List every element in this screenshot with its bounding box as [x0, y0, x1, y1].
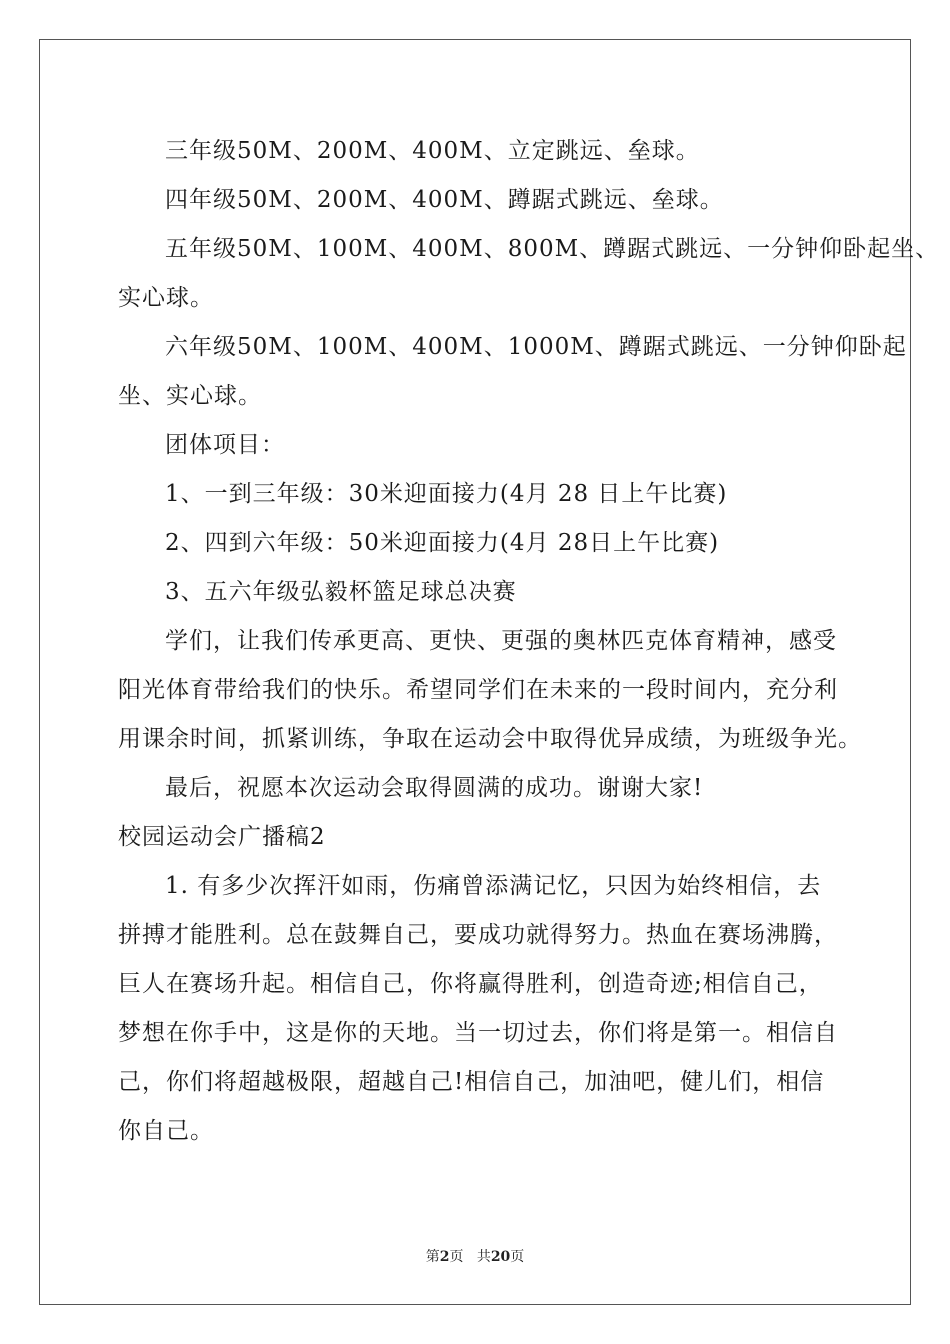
- text-line: 拼搏才能胜利。总在鼓舞自己，要成功就得努力。热血在赛场沸腾，: [118, 922, 838, 948]
- text-line: 1、一到三年级：30米迎面接力(4月 28 日上午比赛): [165, 481, 728, 507]
- text-line: 1. 有多少次挥汗如雨，伤痛曾添满记忆，只因为始终相信，去: [165, 873, 822, 899]
- text-line: 你自己。: [118, 1118, 214, 1144]
- footer-prefix: 第: [425, 1249, 440, 1265]
- text-line: 己，你们将超越极限，超越自己!相信自己，加油吧，健儿们，相信: [118, 1069, 825, 1095]
- text-line: 最后，祝愿本次运动会取得圆满的成功。谢谢大家!: [165, 775, 704, 801]
- total-page-number: 20: [490, 1249, 511, 1265]
- document-body: [118, 127, 940, 1156]
- text-line: 四年级50M、200M、400M、蹲踞式跳远、垒球。: [165, 187, 724, 213]
- text-line: 五年级50M、100M、400M、800M、蹲踞式跳远、一分钟仰卧起坐、: [165, 236, 940, 262]
- text-line: 坐、实心球。: [118, 383, 262, 409]
- text-line: 六年级50M、100M、400M、1000M、蹲踞式跳远、一分钟仰卧起: [165, 334, 907, 360]
- footer-total-unit: 页: [510, 1249, 525, 1265]
- section-heading: 校园运动会广播稿2: [118, 824, 326, 850]
- footer-total-prefix: 共: [476, 1249, 491, 1265]
- text-line: 阳光体育带给我们的快乐。希望同学们在未来的一段时间内，充分利: [118, 677, 838, 703]
- text-line: 实心球。: [118, 285, 214, 311]
- text-line: 巨人在赛场升起。相信自己，你将赢得胜利，创造奇迹;相信自己，: [118, 971, 823, 997]
- current-page-number: 2: [439, 1249, 450, 1265]
- text-line: 3、五六年级弘毅杯篮足球总决赛: [165, 579, 517, 605]
- page-footer: [0, 1246, 950, 1266]
- text-line: 团体项目：: [165, 432, 285, 458]
- text-line: 梦想在你手中，这是你的天地。当一切过去，你们将是第一。相信自: [118, 1020, 838, 1046]
- footer-page-unit: 页: [449, 1249, 464, 1265]
- text-line: 学们，让我们传承更高、更快、更强的奥林匹克体育精神，感受: [165, 628, 837, 654]
- text-line: 三年级50M、200M、400M、立定跳远、垒球。: [165, 138, 700, 164]
- text-line: 2、四到六年级：50米迎面接力(4月 28日上午比赛): [165, 530, 720, 556]
- text-line: 用课余时间，抓紧训练，争取在运动会中取得优异成绩，为班级争光。: [118, 726, 862, 752]
